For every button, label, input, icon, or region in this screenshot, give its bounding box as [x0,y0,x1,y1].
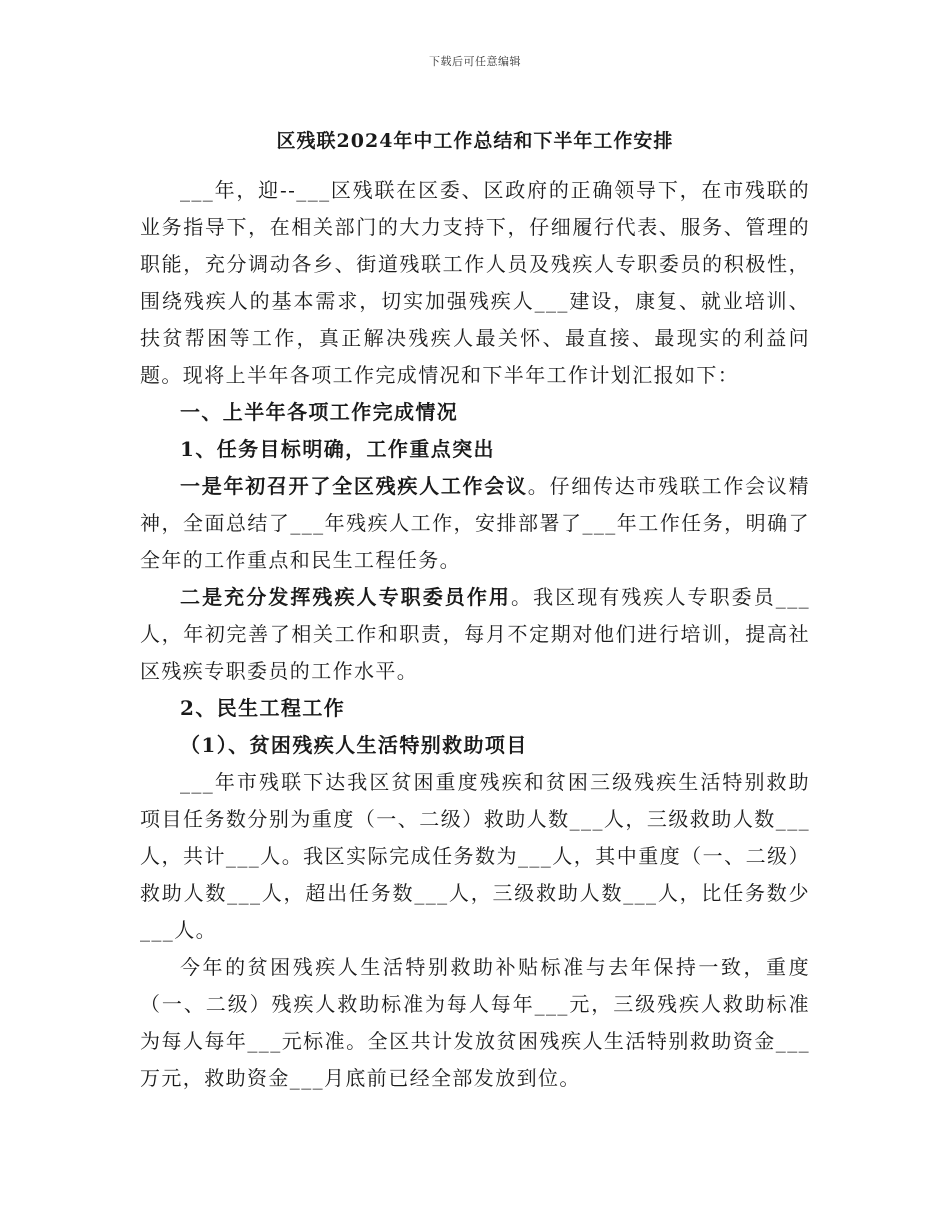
paragraph-1-lead: 一是年初召开了全区残疾人工作会议 [180,474,528,498]
paragraph-2-text: 。我区现有残疾人专职委员___人，年初完善了相关工作和职责，每月不定期对他们进行培训，提高社区残疾专职委员的工作水平。 [140,585,810,683]
subsection-heading-2-1: （1）、贫困残疾人生活特别救助项目 [180,733,528,757]
paragraph-4: 今年的贫困残疾人生活特别救助补贴标准与去年保持一致，重度（一、二级）残疾人救助标准为每人每年___元，三级残疾人救助标准为每人每年___元标准。全区共计发放贫困残疾人生活特别救助资金___万元，救助资金___月底前已经全部发放到位。 [140,955,810,1090]
section-heading-1: 一、上半年各项工作完成情况 [180,400,459,424]
subsection-heading-1: 1、任务目标明确，工作重点突出 [180,437,495,461]
header-note: 下载后可任意编辑 [429,55,521,68]
page-title: 区残联2024年中工作总结和下半年工作安排 [276,130,674,152]
paragraph-2 [140,579,810,690]
paragraph-1-text: 。仔细传达市残联工作会议精神，全面总结了___年残疾人工作，安排部署了___年工作任务，明确了全年的工作重点和民生工程任务。 [140,474,810,572]
paragraph-3: ___年市残联下达我区贫困重度残疾和贫困三级残疾生活特别救助项目任务数分别为重度（一、二级）救助人数___人，三级救助人数___人，共计___人。我区实际完成任务数为___人，其中重度（一、二级）救助人数___人，超出任务数___人，三级救助人数___人，比任务数少___人。 [140,770,810,942]
paragraph-1 [140,468,810,579]
document-body [140,172,810,1097]
paragraph-2-lead: 二是充分发挥残疾人专职委员作用 [180,585,511,609]
intro-paragraph: ___年，迎--___区残联在区委、区政府的正确领导下，在市残联的业务指导下，在相关部门的大力支持下，仔细履行代表、服务、管理的职能，充分调动各乡、街道残联工作人员及残疾人专职委员的积极性，围绕残疾人的基本需求，切实加强残疾人___建设，康复、就业培训、扶贫帮困等工作，真正解决残疾人最关怀、最直接、最现实的利益问题。现将上半年各项工作完成情况和下半年工作计划汇报如下： [140,178,810,387]
subsection-heading-2: 2、民生工程工作 [180,696,346,720]
